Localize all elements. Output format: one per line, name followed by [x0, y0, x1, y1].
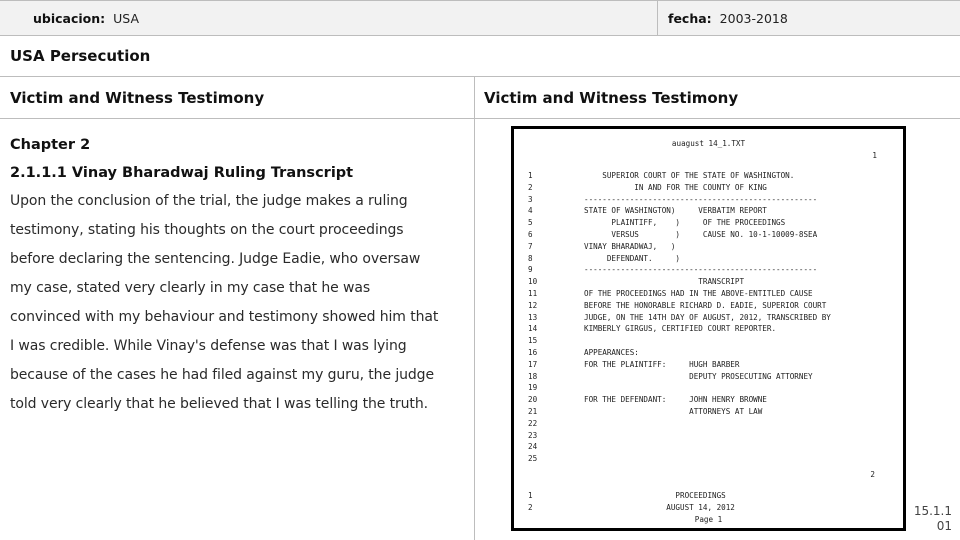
body-line: convinced with my behaviour and testimony showed him that: [10, 309, 439, 325]
body-line: testimony, stating his thoughts on the court proceedings: [10, 222, 404, 238]
body-line: my case, stated very clearly in my case that he was: [10, 280, 371, 296]
transcript-line-text: KIMBERLY GIRGUS, CERTIFIED COURT REPORTER.: [584, 324, 777, 334]
body-line: before declaring the sentencing. Judge Eadie, who oversaw: [10, 251, 421, 267]
transcript-line: [528, 503, 735, 515]
transcript-line-text: VERSUS ) CAUSE NO. 10-1-10009-8SEA: [584, 230, 818, 239]
section-heading: 2.1.1.1 Vinay Bharadwaj Ruling Transcript: [10, 165, 354, 181]
transcript-line-number: 3: [528, 194, 533, 204]
transcript-line: [528, 265, 817, 277]
transcript-line-number: 20: [528, 395, 538, 405]
transcript-line: [528, 360, 739, 372]
transcript-line-number: 18: [528, 371, 538, 381]
transcript-line-number: 1: [528, 491, 533, 500]
transcript-line-number: 9: [528, 265, 533, 275]
transcript-line-number: 17: [528, 359, 538, 369]
transcript-line-number: 6: [528, 230, 533, 239]
transcript-line: [528, 419, 584, 431]
transcript-line-text: PROCEEDINGS: [584, 491, 726, 500]
transcript-line-text: AUGUST 14, 2012: [584, 503, 735, 512]
page-title: USA Persecution: [10, 47, 151, 65]
transcript-line-text: FOR THE DEFENDANT: JOHN HENRY BROWNE: [584, 395, 767, 405]
transcript-line-number: 8: [528, 253, 533, 263]
transcript-line-number: 4: [528, 206, 533, 216]
transcript-line-text: PLAINTIFF, ) OF THE PROCEEDINGS: [584, 218, 786, 228]
location-label: ubicacion:: [33, 10, 106, 26]
transcript-line-text: ---------------------------------------------------: [584, 194, 818, 204]
transcript-line-number: 22: [528, 418, 538, 428]
body-line: I was credible. While Vinay's defense was that I was lying: [10, 338, 407, 354]
transcript-line-number: 11: [528, 289, 538, 298]
transcript-line-number: 23: [528, 430, 538, 440]
transcript-line-text: APPEARANCES:: [584, 348, 639, 357]
transcript-line: [528, 183, 767, 195]
date-cell: [658, 1, 960, 35]
transcript-line-number: 14: [528, 324, 538, 334]
content-row: [0, 119, 960, 540]
transcript-line-number: 10: [528, 277, 538, 287]
transcript-line: [528, 171, 794, 183]
transcript-line: [528, 431, 584, 443]
date-value: 2003-2018: [719, 10, 788, 26]
transcript-line: [528, 206, 767, 218]
transcript-line-number: 25: [528, 454, 538, 464]
transcript-line: [528, 254, 680, 266]
transcript-line: [528, 442, 584, 454]
transcript-line: [528, 336, 584, 348]
transcript-line-number: 19: [528, 383, 538, 393]
transcript-line-text: STATE OF WASHINGTON) VERBATIM REPORT: [584, 206, 767, 216]
transcript-filename: auagust 14_1.TXT: [671, 139, 746, 148]
transcript-line-number: 12: [528, 300, 538, 310]
transcript-line: [528, 491, 726, 503]
transcript-line: [528, 230, 817, 242]
transcript-page-number: 1: [872, 151, 877, 160]
transcript-line: [528, 242, 675, 254]
transcript-line-text: SUPERIOR COURT OF THE STATE OF WASHINGTON.: [584, 171, 795, 180]
transcript-line-text: JUDGE, ON THE 14TH DAY OF AUGUST, 2012, TRANSCRIBED BY: [584, 312, 831, 322]
transcript-line-number: 16: [528, 348, 538, 357]
transcript-line-text: DEFENDANT. ): [584, 253, 681, 263]
slide-number-line: 01: [936, 519, 952, 533]
transcript-line: [528, 348, 639, 360]
transcript-line: [528, 324, 776, 336]
transcript-line: [528, 313, 831, 325]
location-cell: [0, 1, 658, 35]
transcript-line-text: IN AND FOR THE COUNTY OF KING: [584, 182, 767, 192]
column-headings-row: [0, 77, 960, 119]
header-bar: [0, 0, 960, 36]
transcript-line: [528, 454, 584, 466]
location-value: USA: [113, 10, 140, 26]
transcript-page-number-2: 2: [870, 470, 875, 479]
transcript-line-text: VINAY BHARADWAJ, ): [584, 241, 676, 251]
transcript-line-number: 2: [528, 503, 533, 512]
title-row: [0, 36, 960, 77]
transcript-line-number: 7: [528, 241, 533, 251]
right-column-heading: Victim and Witness Testimony: [484, 88, 739, 107]
transcript-line-number: 13: [528, 312, 538, 322]
transcript-line-text: TRANSCRIPT: [584, 277, 745, 287]
body-line: because of the cases he had filed against my guru, the judge: [10, 367, 434, 383]
transcript-line: [528, 195, 817, 207]
transcript-line-text: OF THE PROCEEDINGS HAD IN THE ABOVE-ENTITLED CAUSE: [584, 289, 813, 298]
slide-number-line: 15.1.1: [913, 504, 952, 518]
transcript-line-text: ---------------------------------------------------: [584, 265, 818, 275]
chapter-heading: Chapter 2: [10, 137, 91, 153]
transcript-line-text: FOR THE PLAINTIFF: HUGH BARBER: [584, 359, 740, 369]
transcript-line-number: 2: [528, 182, 533, 192]
transcript-line: [528, 218, 785, 230]
transcript-line: [528, 289, 813, 301]
transcript-line: [528, 277, 744, 289]
body-paragraph: [10, 187, 466, 419]
slide-number: [912, 504, 952, 534]
transcript-line: [528, 301, 826, 313]
transcript-line-text: ATTORNEYS AT LAW: [584, 407, 763, 416]
text-column: [0, 119, 475, 540]
transcript-line: [528, 383, 584, 395]
body-line: Upon the conclusion of the trial, the judge makes a ruling: [10, 193, 408, 209]
transcript-line-number: 21: [528, 407, 538, 416]
transcript-line-number: 5: [528, 218, 533, 228]
transcript-image: [511, 126, 906, 531]
date-label: fecha:: [668, 10, 712, 26]
transcript-line-number: 1: [528, 171, 533, 180]
transcript-line: [528, 395, 767, 407]
transcript-line: [528, 407, 762, 419]
transcript-line-text: BEFORE THE HONORABLE RICHARD D. EADIE, SUPERIOR COURT: [584, 300, 827, 310]
transcript-footer: Page 1: [694, 515, 723, 524]
left-column-heading: Victim and Witness Testimony: [0, 77, 475, 118]
transcript-line-number: 15: [528, 336, 538, 346]
transcript-line: [528, 372, 813, 384]
transcript-line-text: DEPUTY PROSECUTING ATTORNEY: [584, 371, 813, 381]
body-line: told very clearly that he believed that I was telling the truth.: [10, 396, 428, 412]
transcript-line-number: 24: [528, 442, 538, 452]
